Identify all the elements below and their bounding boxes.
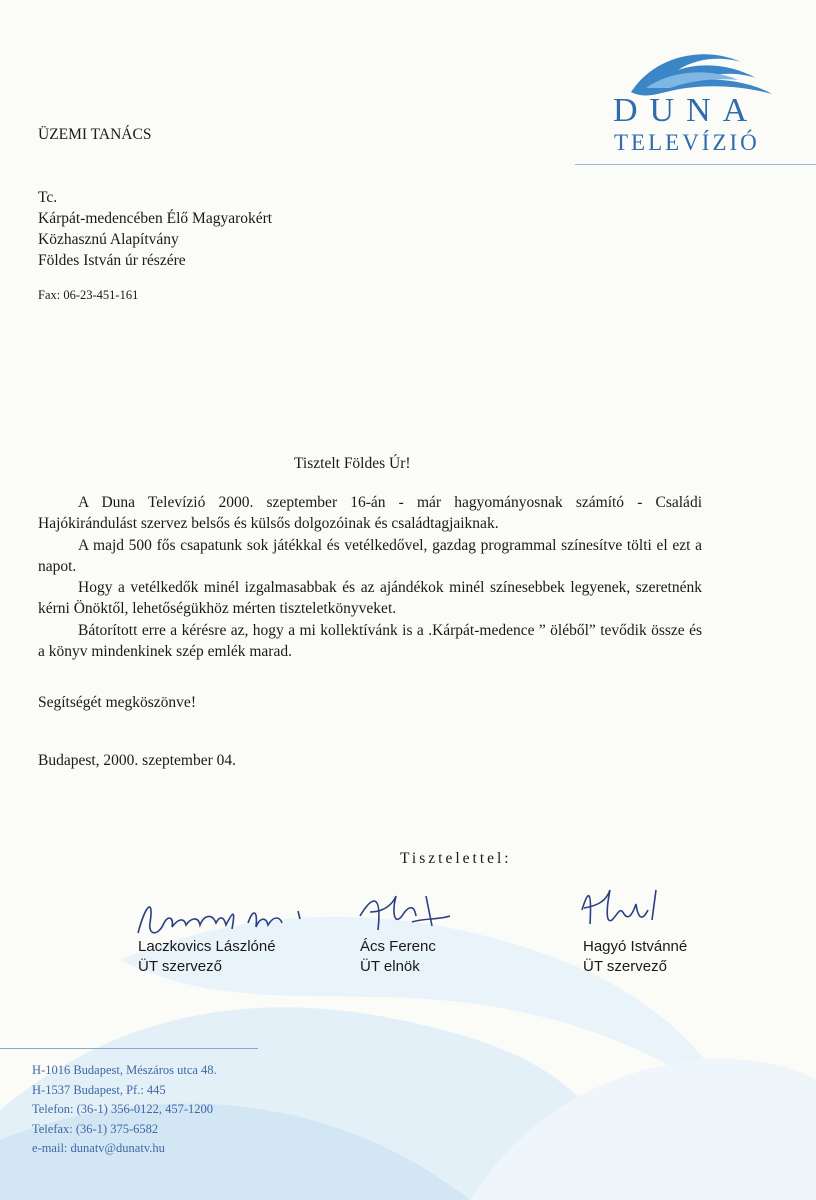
letterhead-rule — [575, 164, 816, 165]
signatory-role: ÜT szervező — [138, 958, 222, 975]
body-paragraph: Bátorított erre a kérésre az, hogy a mi kollektívánk is a .Kárpát-medence ” öléből” tevődik össze és a könyv mindenkinek szép emlék marad. — [38, 621, 702, 661]
footer-contact-block — [32, 1061, 217, 1159]
body-paragraph: Hogy a vetélkedők minél izgalmasabbak és az ajándékok minél színesebbek legyenek, szeretnénk kérni Önöktől, lehetőségükhöz mérten tiszteletkönyveket. — [38, 579, 702, 618]
recipient-fax: Fax: 06-23-451-161 — [38, 288, 139, 302]
signature-hagyo — [576, 880, 666, 940]
department-title: ÜZEMI TANÁCS — [38, 126, 152, 143]
date-line: Budapest, 2000. szeptember 04. — [38, 752, 237, 769]
footer-rule — [0, 1048, 258, 1049]
footer-address: H-1016 Budapest, Mészáros utca 48. — [32, 1063, 217, 1077]
body-paragraph: A majd 500 fős csapatunk sok játékkal és vetélkedővel, gazdag programmal színesítve tölti el ezt a napot. — [38, 536, 702, 575]
salutation: Tisztelt Földes Úr! — [294, 455, 411, 472]
recipient-line: Közhasznú Alapítvány — [38, 231, 179, 248]
letter-body — [38, 492, 702, 662]
signature-laczkovics — [128, 893, 328, 943]
footer-postbox: H-1537 Budapest, Pf.: 445 — [32, 1082, 166, 1097]
signatory-name: Laczkovics Lászlóné — [138, 938, 276, 955]
signatory-role: ÜT szervező — [583, 958, 667, 975]
recipient-line: Kárpát-medencében Élő Magyarokért — [38, 210, 273, 227]
signature-acs — [352, 886, 462, 936]
footer-fax: Telefax: (36-1) 375-6582 — [32, 1121, 159, 1136]
footer-phone: Telefon: (36-1) 356-0122, 457-1200 — [32, 1102, 214, 1116]
signatory-name: Ács Ferenc — [360, 938, 436, 955]
logo-televizio-text: TELEVÍZIÓ — [614, 130, 760, 155]
body-paragraph: A Duna Televízió 2000. szeptember 16-án - már hagyományosnak számító - Családi Hajókirándulást szervez belsős és külsős dolgozóinak és családtagjaiknak. — [38, 494, 702, 533]
footer-email: e-mail: dunatv@dunatv.hu — [32, 1141, 165, 1155]
signatory-role: ÜT elnök — [360, 958, 420, 975]
regards: Tisztelettel: — [400, 850, 512, 867]
signatory-name: Hagyó Istvánné — [583, 938, 688, 955]
recipient-line: Tc. — [38, 189, 58, 206]
logo-duna-text: DUNA — [613, 92, 760, 129]
recipient-line: Földes István úr részére — [38, 252, 186, 269]
closing-thanks: Segítségét megköszönve! — [38, 694, 196, 711]
